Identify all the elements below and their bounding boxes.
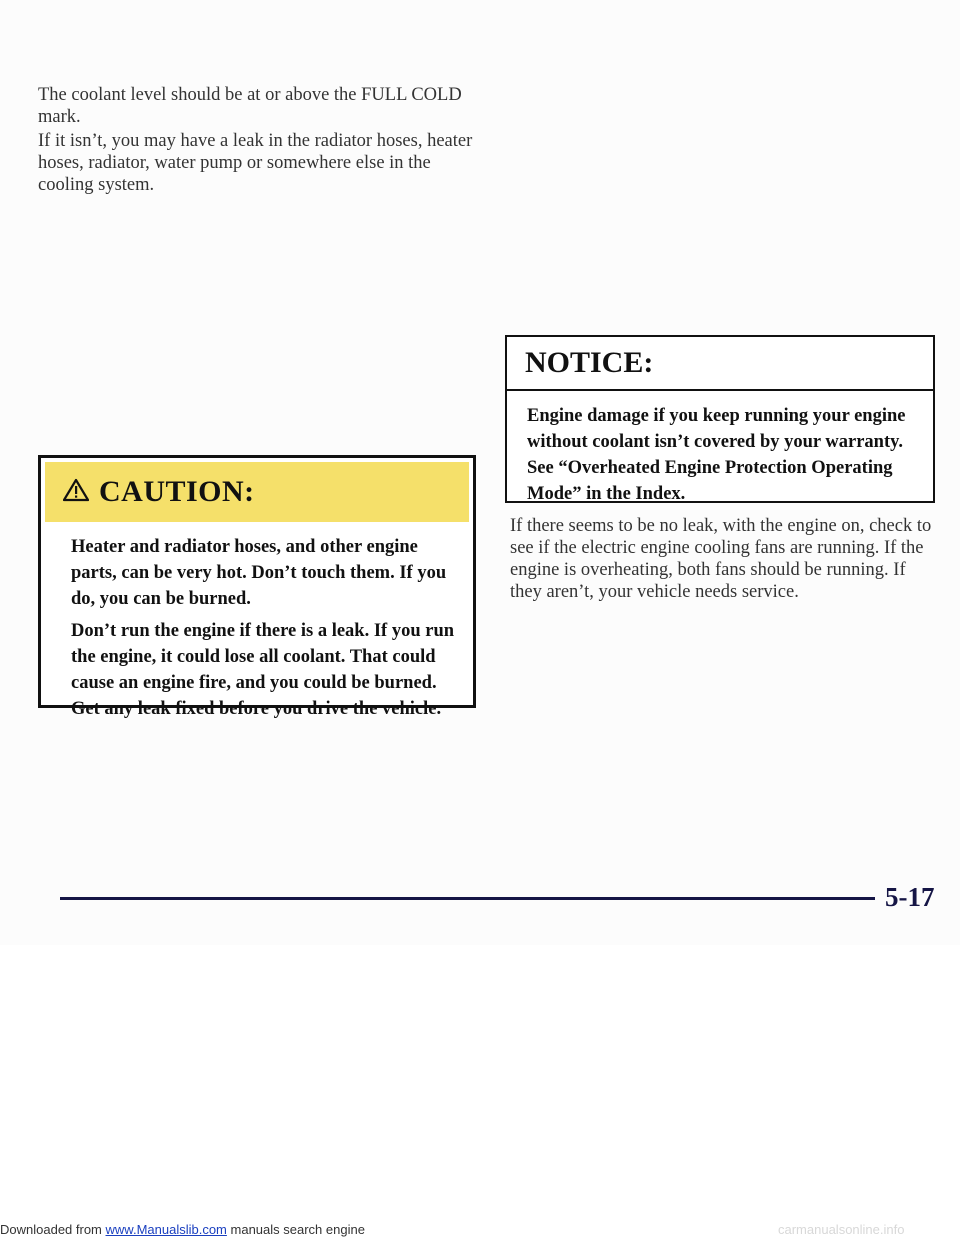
warning-triangle-icon [63,478,89,507]
footer-prefix: Downloaded from [0,1222,102,1237]
footer-suffix: manuals search engine [230,1222,365,1237]
footer-rule [60,897,875,900]
page-number: 5-17 [885,882,935,912]
leak-paragraph: If it isn’t, you may have a leak in the radiator hoses, heater hoses, radiator, water pump or somewhere else in the cooling system. [38,131,473,195]
caution-text-hot-parts: Heater and radiator hoses, and other engine parts, can be very hot. Don’t touch them. If you do, you can be burned. [71,537,447,609]
caution-title: CAUTION: [99,475,255,508]
caution-text-leak: Don’t run the engine if there is a leak. If you run the engine, it could lose all coolant. That could cause an engine fire, and you could be burned. Get any leak fixed before you drive the vehicle. [71,621,455,719]
notice-title: NOTICE: [525,346,654,379]
coolant-level-paragraph: The coolant level should be at or above the FULL COLD mark. [38,85,462,127]
cooling-fans-paragraph: If there seems to be no leak, with the engine on, check to see if the electric engine cooling fans are running. If the engine is overheating, both fans should be running. If they aren’t, your vehicle needs service. [510,516,932,602]
caution-body [41,526,473,722]
notice-text: Engine damage if you keep running your engine without coolant isn’t covered by your warranty. See “Overheated Engine Protection Operating Mode” in the Index. [527,406,906,504]
caution-header [45,462,469,522]
notice-body [507,391,933,507]
manualslib-link[interactable]: www.Manualslib.com [105,1222,227,1237]
watermark-text: carmanualsonline.info [778,1222,905,1237]
download-footer [0,1222,365,1237]
notice-header [507,337,933,391]
notice-box [505,335,935,503]
caution-box [38,455,476,719]
